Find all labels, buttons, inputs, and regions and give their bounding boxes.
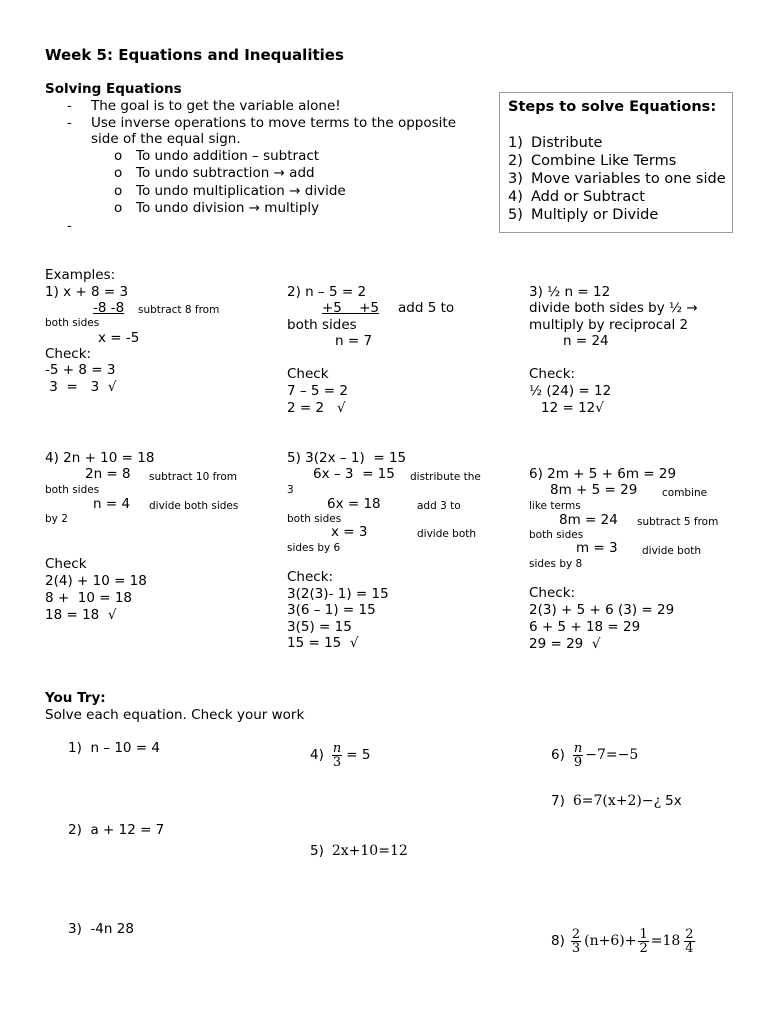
- example-2-check-line: 7 – 5 = 2: [287, 383, 348, 399]
- example-5-equation: 5) 3(2x – 1) = 15: [287, 450, 407, 466]
- problem-4-fraction: $\frac{n}{3}$: [332, 741, 342, 770]
- sub-bullet-marker: o: [114, 200, 123, 216]
- example-1-check-result: 3 = 3 √: [45, 379, 117, 395]
- example-4-step-1: 2n = 8: [85, 466, 131, 482]
- step-item: 2) Combine Like Terms: [508, 153, 677, 169]
- example-5-check-line-2: 3(6 – 1) = 15: [287, 602, 376, 618]
- sub-bullet-subtraction: To undo subtraction → add: [136, 165, 315, 181]
- example-6-note-3-cont: sides by 8: [529, 558, 583, 570]
- bullet-dash: -: [67, 98, 72, 114]
- example-4-check-label: Check: [45, 556, 87, 572]
- step-item: 4) Add or Subtract: [508, 189, 645, 205]
- example-2-answer: n = 7: [335, 333, 373, 349]
- sub-bullet-marker: o: [114, 148, 123, 164]
- problem-8-fraction-2: $\frac{1}{2}$: [639, 927, 648, 956]
- example-6-step-2: 8m = 24: [559, 512, 618, 528]
- example-2-note-cont: both sides: [287, 317, 357, 333]
- example-6-check-line-1: 2(3) + 5 + 6 (3) = 29: [529, 602, 675, 618]
- example-5-note-2: add 3 to: [417, 500, 461, 512]
- problem-7-expression: 6=7(x+2)−¿: [572, 793, 662, 809]
- example-2-note: add 5 to: [398, 300, 455, 316]
- bullet-goal: The goal is to get the variable alone!: [91, 98, 341, 114]
- example-1-check-label: Check:: [45, 346, 92, 362]
- example-6-check-line-2: 6 + 5 + 18 = 29: [529, 619, 641, 635]
- example-4-note-2-cont: by 2: [45, 513, 68, 525]
- bullet-dash-empty: -: [67, 218, 72, 234]
- example-4-check-line-1: 2(4) + 10 = 18: [45, 573, 147, 589]
- steps-list: [508, 134, 728, 224]
- example-3-answer: n = 24: [563, 333, 609, 349]
- example-4-check-result: 18 = 18 √: [45, 607, 117, 623]
- step-item: 3) Move variables to one side: [508, 171, 726, 187]
- sub-bullet-division: To undo division → multiply: [136, 200, 320, 216]
- sub-bullet-marker: o: [114, 165, 123, 181]
- example-6-check-result: 29 = 29 √: [529, 636, 601, 652]
- example-1-step: -8 -8: [93, 300, 125, 316]
- example-4-note-1-cont: both sides: [45, 484, 100, 496]
- example-6-step-1: 8m + 5 = 29: [550, 482, 638, 498]
- problem-8-fraction-1: $\frac{2}{3}$: [571, 927, 581, 956]
- example-3-note-cont: multiply by reciprocal 2: [529, 317, 689, 333]
- example-3-equation: 3) ½ n = 12: [529, 284, 611, 300]
- example-5-check-line-3: 3(5) = 15: [287, 619, 352, 635]
- you-try-heading: You Try:: [45, 690, 106, 706]
- sub-bullet-multiplication: To undo multiplication → divide: [136, 183, 346, 199]
- page-title: Week 5: Equations and Inequalities: [45, 46, 344, 64]
- problem-6-fraction: $\frac{n}{9}$: [573, 741, 583, 770]
- bullet-inverse-cont: side of the equal sign.: [91, 131, 241, 147]
- example-2-check-result: 2 = 2 √: [287, 400, 346, 416]
- example-6-check-label: Check:: [529, 585, 576, 601]
- example-6-note-3: divide both: [642, 545, 702, 557]
- problem-2: 2) a + 12 = 7: [68, 822, 165, 838]
- example-1-check-line: -5 + 8 = 3: [45, 362, 116, 378]
- example-5-note-3-cont: sides by 6: [287, 542, 341, 554]
- problem-5-expression: 2x+10=12: [331, 843, 408, 859]
- sub-bullet-addition: To undo addition – subtract: [136, 148, 320, 164]
- example-5-note-2-cont: both sides: [287, 513, 342, 525]
- problem-7: 7) 6=7(x+2)−¿ 5x: [551, 793, 682, 809]
- example-5-check-line-1: 3(2(3)- 1) = 15: [287, 586, 389, 602]
- problem-1: 1) n – 10 = 4: [68, 740, 160, 756]
- example-5-note-1-cont: 3: [287, 484, 294, 496]
- example-3-check-line: ½ (24) = 12: [529, 383, 612, 399]
- step-item: 1) Distribute: [508, 135, 603, 151]
- problem-5: 5) 2x+10=12: [310, 843, 408, 859]
- example-4-note-1: subtract 10 from: [149, 471, 238, 483]
- step-item: 5) Multiply or Divide: [508, 207, 659, 223]
- example-3-note: divide both sides by ½ →: [529, 300, 698, 316]
- example-6-note-1: combine: [662, 487, 708, 499]
- example-4-equation: 4) 2n + 10 = 18: [45, 450, 155, 466]
- example-6-note-2-cont: both sides: [529, 529, 584, 541]
- example-4-note-2: divide both sides: [149, 500, 239, 512]
- you-try-instructions: Solve each equation. Check your work: [45, 707, 305, 723]
- example-2-equation: 2) n – 5 = 2: [287, 284, 367, 300]
- example-5-check-label: Check:: [287, 569, 334, 585]
- example-6-note-2: subtract 5 from: [637, 516, 719, 528]
- example-1-note: subtract 8 from: [138, 304, 220, 316]
- example-1-answer: x = -5: [98, 330, 140, 346]
- example-5-note-1: distribute the: [410, 471, 481, 483]
- example-6-step-3: m = 3: [576, 540, 618, 556]
- problem-3: 3) -4n 28: [68, 921, 134, 937]
- sub-bullet-marker: o: [114, 183, 123, 199]
- problem-8-fraction-3: $\frac{2}{4}$: [685, 927, 694, 956]
- example-1-equation: 1) x + 8 = 3: [45, 284, 129, 300]
- example-6-note-1-cont: like terms: [529, 500, 581, 512]
- steps-box: [499, 92, 733, 233]
- example-5-step-3: x = 3: [331, 524, 368, 540]
- example-3-check-result: 12 = 12√: [541, 400, 604, 416]
- steps-title: Steps to solve Equations:: [508, 99, 717, 115]
- example-4-check-line-2: 8 + 10 = 18: [45, 590, 133, 606]
- problem-6: 6) $\frac{n}{9}$ −7=−5: [551, 741, 639, 770]
- solving-heading: Solving Equations: [45, 81, 182, 97]
- example-1-note-cont: both sides: [45, 317, 100, 329]
- example-2-step: +5 +5: [322, 300, 379, 316]
- example-6-equation: 6) 2m + 5 + 6m = 29: [529, 466, 677, 482]
- examples-label: Examples:: [45, 267, 116, 283]
- problem-4: 4) $\frac{n}{3}$ = 5: [310, 741, 371, 770]
- bullet-inverse: Use inverse operations to move terms to the opposite: [91, 115, 456, 131]
- example-5-check-result: 15 = 15 √: [287, 635, 359, 651]
- example-5-step-2: 6x = 18: [327, 496, 381, 512]
- example-5-note-3: divide both: [417, 528, 477, 540]
- example-4-step-2: n = 4: [93, 496, 131, 512]
- example-2-check-label: Check: [287, 366, 329, 382]
- problem-8: 8) $\frac{2}{3}$ (n+6)+ $\frac{1}{2}$ =18 $\frac{2}{4}$: [551, 927, 694, 956]
- example-5-step-1: 6x – 3 = 15: [313, 466, 395, 482]
- example-3-check-label: Check:: [529, 366, 576, 382]
- bullet-dash: -: [67, 115, 72, 131]
